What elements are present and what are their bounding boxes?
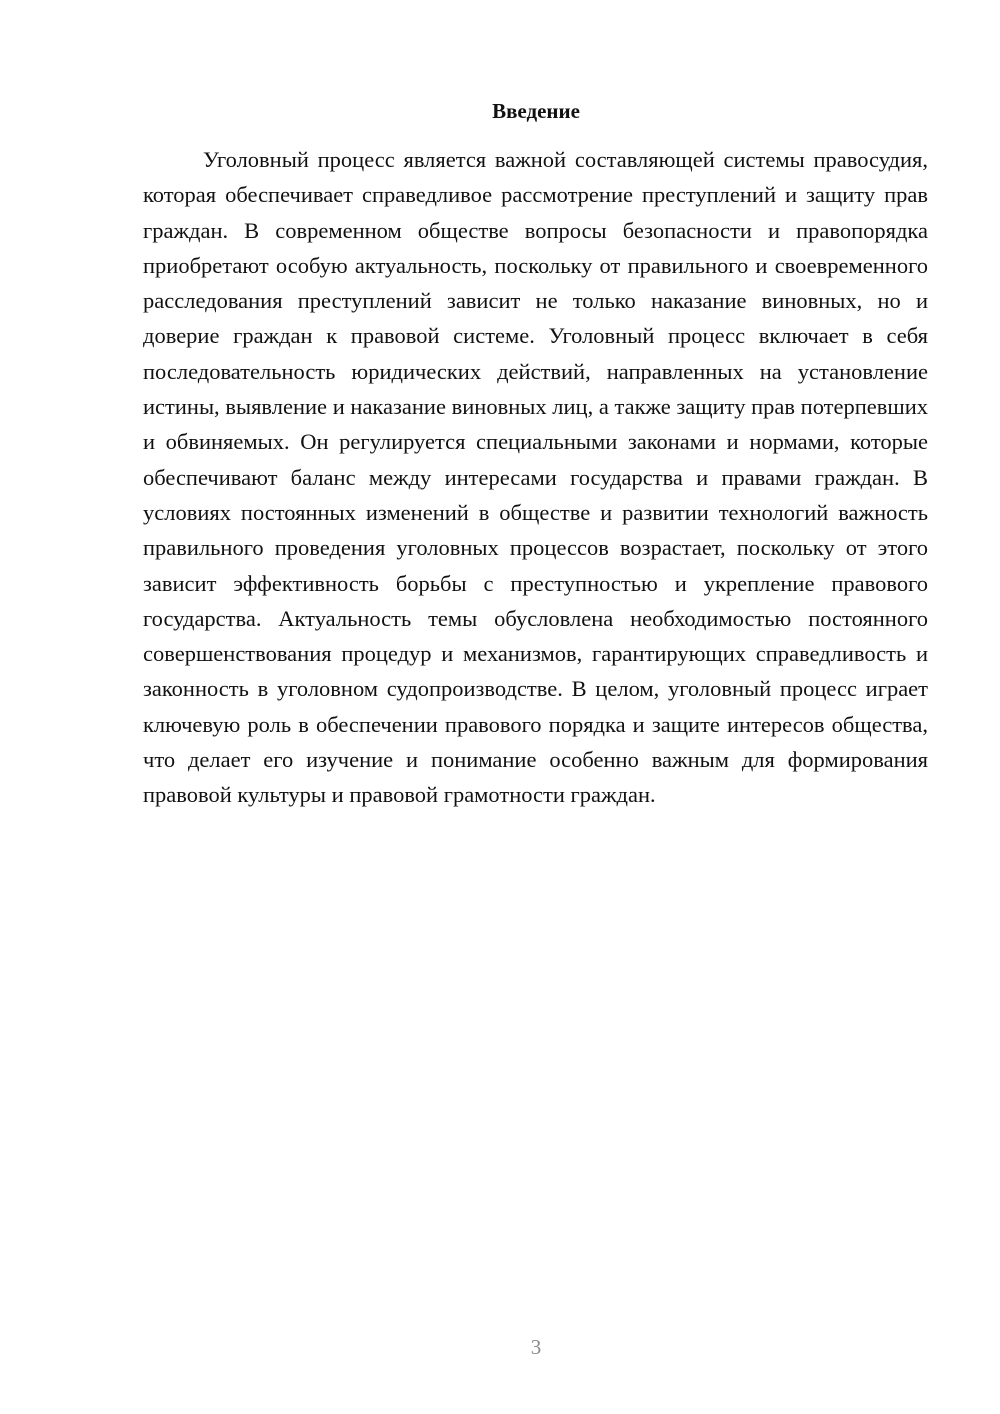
- body-paragraph: Уголовный процесс является важной составляющей системы правосудия, которая обеспечивает справедливое рассмотрение преступлений и защиту прав граждан. В современном обществе вопросы безопасности и правопорядка приобретают особую актуальность, поскольку от правильного и своевременного расследования преступлений зависит не только наказание виновных, но и доверие граждан к правовой системе. Уголовный процесс включает в себя последовательность юридических действий, направленных на установление истины, выявление и наказание виновных лиц, а также защиту прав потерпевших и обвиняемых. Он регулируется специальными законами и нормами, которые обеспечивают баланс между интересами государства и правами граждан. В условиях постоянных изменений в обществе и развитии технологий важность правильного проведения уголовных процессов возрастает, поскольку от этого зависит эффективность борьбы с преступностью и укрепление правового государства. Актуальность темы обусловлена необходимостью постоянного совершенствования процедур и механизмов, гарантирующих справедливость и законность в уголовном судопроизводстве. В целом, уголовный процесс играет ключевую роль в обеспечении правового порядка и защите интересов общества, что делает его изучение и понимание особенно важным для формирования правовой культуры и правовой грамотности граждан.: [143, 147, 928, 808]
- page-number: 3: [530, 1335, 542, 1359]
- section-heading: Введение: [492, 99, 580, 123]
